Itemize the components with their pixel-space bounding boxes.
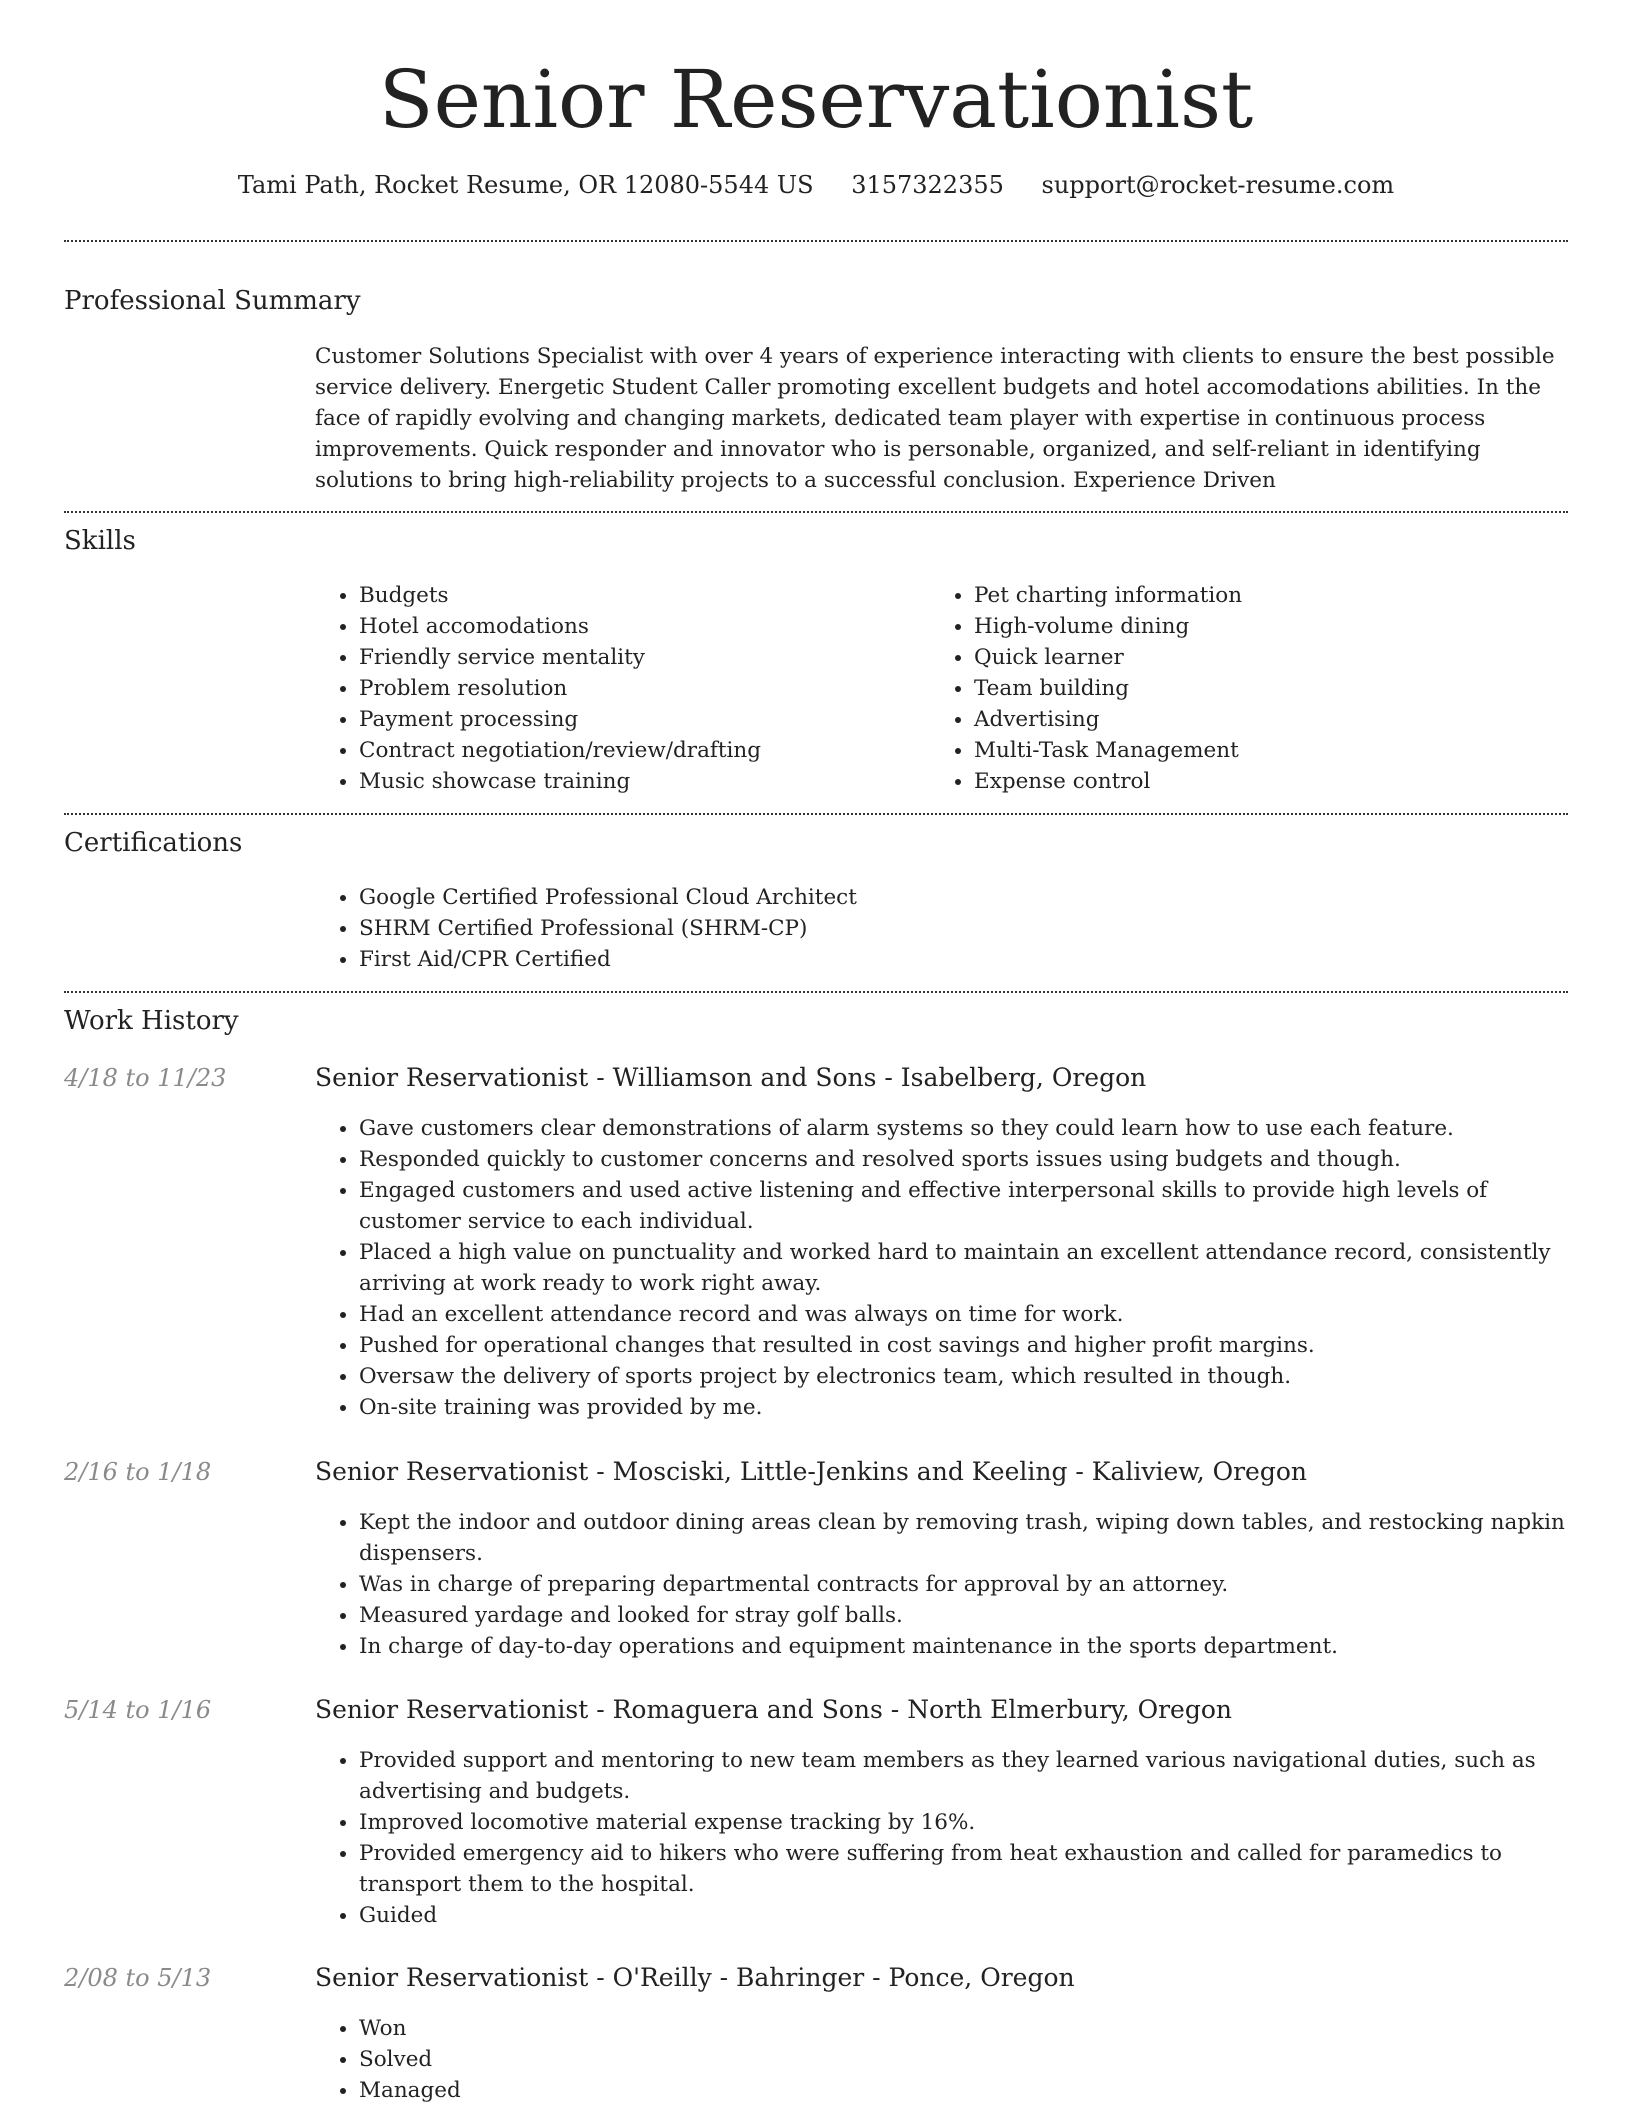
contact-address: Tami Path, Rocket Resume, OR 12080-5544 US (237, 171, 814, 199)
skill-item: • Team building (974, 673, 1574, 704)
contact-line (0, 170, 1632, 200)
job-duty-item: • Managed (359, 2075, 1594, 2106)
job-duty-item: • Improved locomotive material expense tracking by 16%. (359, 1807, 1594, 1838)
skill-item: • High-volume dining (974, 611, 1574, 642)
certification-item: • Google Certified Professional Cloud Architect (359, 882, 1559, 913)
contact-email[interactable]: support@rocket-resume.com (1041, 171, 1395, 199)
divider (64, 991, 1568, 993)
job-duty-item: • Measured yardage and looked for stray golf balls. (359, 1600, 1594, 1631)
divider (64, 813, 1568, 815)
certification-item: • SHRM Certified Professional (SHRM-CP) (359, 913, 1559, 944)
skill-item: • Friendly service mentality (359, 642, 919, 673)
skill-item: • Music showcase training (359, 766, 919, 797)
skill-item: • Contract negotiation/review/drafting (359, 735, 919, 766)
job-dates: 5/14 to 1/16 (64, 1696, 212, 1724)
skill-item: • Quick learner (974, 642, 1574, 673)
skill-item: • Pet charting information (974, 580, 1574, 611)
job-title: Senior Reservationist - Romaguera and Sons - North Elmerbury, Oregon (315, 1695, 1233, 1724)
job-duty-item: • Pushed for operational changes that resulted in cost savings and higher profit margins. (359, 1330, 1594, 1361)
job-duty-item: • Oversaw the delivery of sports project by electronics team, which resulted in though. (359, 1361, 1594, 1392)
job-duty-item: • Guided (359, 1900, 1594, 1931)
divider (64, 511, 1568, 513)
section-heading-skills: Skills (64, 526, 136, 556)
job-duties-list (315, 1745, 1594, 1931)
job-dates: 4/18 to 11/23 (64, 1064, 227, 1092)
skill-item: • Multi-Task Management (974, 735, 1574, 766)
job-duty-item: • Gave customers clear demonstrations of alarm systems so they could learn how to use each feature. (359, 1113, 1594, 1144)
certification-item: • First Aid/CPR Certified (359, 944, 1559, 975)
job-duty-item: • Was in charge of preparing departmental contracts for approval by an attorney. (359, 1569, 1594, 1600)
job-duties-list (315, 2013, 1594, 2106)
job-title: Senior Reservationist - O'Reilly - Bahringer - Ponce, Oregon (315, 1963, 1075, 1992)
skill-item: • Budgets (359, 580, 919, 611)
skill-item: • Problem resolution (359, 673, 919, 704)
job-title: Senior Reservationist - Williamson and Sons - Isabelberg, Oregon (315, 1063, 1147, 1092)
skills-list-right (930, 580, 1574, 797)
job-title: Senior Reservationist - Mosciski, Little-Jenkins and Keeling - Kaliview, Oregon (315, 1457, 1308, 1486)
job-duties-list (315, 1507, 1594, 1662)
job-duty-item: • Won (359, 2013, 1594, 2044)
job-duty-item: • Responded quickly to customer concerns and resolved sports issues using budgets and though. (359, 1144, 1594, 1175)
skill-item: • Hotel accomodations (359, 611, 919, 642)
skills-list-left (315, 580, 919, 797)
job-duty-item: • Had an excellent attendance record and was always on time for work. (359, 1299, 1594, 1330)
resume-title: Senior Reservationist (378, 53, 1254, 146)
section-heading-summary: Professional Summary (64, 286, 361, 316)
job-duty-item: • Placed a high value on punctuality and worked hard to maintain an excellent attendance record, consistently arriving at work ready to work right away. (359, 1237, 1594, 1299)
section-heading-work-history: Work History (64, 1006, 239, 1036)
divider (64, 240, 1568, 242)
skill-item: • Advertising (974, 704, 1574, 735)
certifications-list (315, 882, 1559, 975)
job-duty-item: • In charge of day-to-day operations and equipment maintenance in the sports department. (359, 1631, 1594, 1662)
job-duties-list (315, 1113, 1594, 1423)
contact-phone: 3157322355 (851, 171, 1004, 199)
skill-item: • Payment processing (359, 704, 919, 735)
job-dates: 2/16 to 1/18 (64, 1458, 212, 1486)
job-duty-item: • Kept the indoor and outdoor dining areas clean by removing trash, wiping down tables, and restocking napkin dispensers. (359, 1507, 1594, 1569)
summary-text: Customer Solutions Specialist with over 4 years of experience interacting with clients to ensure the best possible service delivery. Energetic Student Caller promoting excellent budgets and hotel accomodations abilities. In the face of rapidly evolving and changing markets, dedicated team player with expertise in continuous process improvements. Quick responder and innovator who is personable, organized, and self-reliant in identifying solutions to bring high-reliability projects to a successful conclusion. Experience Driven (315, 344, 1555, 493)
job-duty-item: • Provided emergency aid to hikers who were suffering from heat exhaustion and called for paramedics to transport them to the hospital. (359, 1838, 1594, 1900)
job-duty-item: • On-site training was provided by me. (359, 1392, 1594, 1423)
job-dates: 2/08 to 5/13 (64, 1964, 212, 1992)
skill-item: • Expense control (974, 766, 1574, 797)
job-duty-item: • Solved (359, 2044, 1594, 2075)
job-duty-item: • Engaged customers and used active listening and effective interpersonal skills to provide high levels of customer service to each individual. (359, 1175, 1594, 1237)
job-duty-item: • Provided support and mentoring to new team members as they learned various navigational duties, such as advertising and budgets. (359, 1745, 1594, 1807)
section-heading-certifications: Certifications (64, 828, 243, 858)
